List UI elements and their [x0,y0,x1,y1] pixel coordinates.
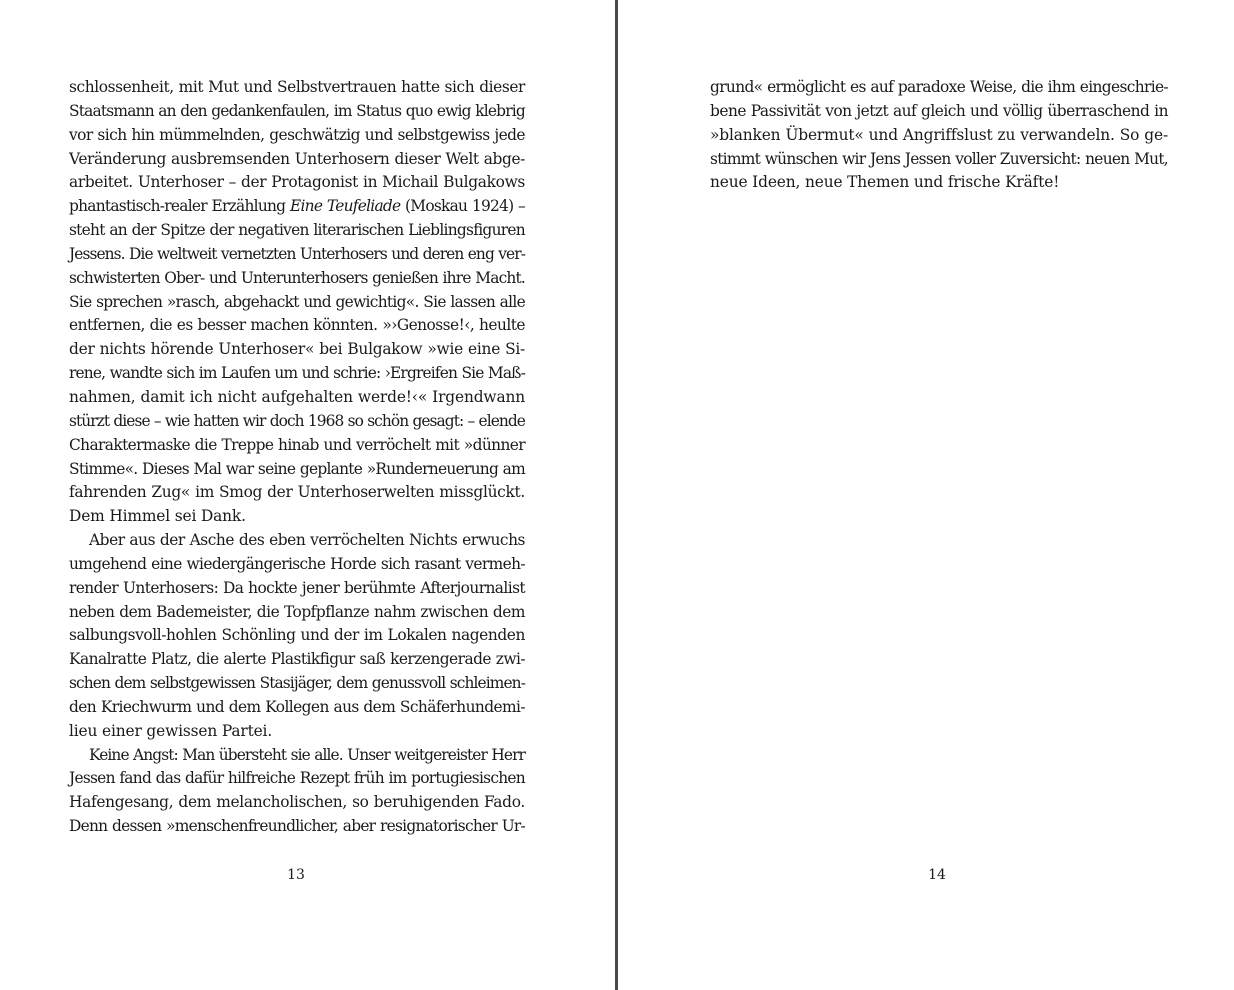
text-line: Jessen fand das dafür hilfreiche Rezept früh im portugiesischen [69,769,525,788]
text-line: den Kriechwurm und dem Kollegen aus dem Schäferhundemi- [69,697,525,716]
text-line: Veränderung ausbremsenden Unterhosern dieser Welt abge- [69,149,525,168]
text-line: render Unterhosers: Da hockte jener berühmte Afterjournalist [69,578,525,597]
text-line: Denn dessen »menschenfreundlicher, aber resignatorischer Ur- [69,817,525,836]
right-page-text [710,76,1168,195]
text-line-paragraph-start: Aber aus der Asche des eben verröchelten Nichts erwuchs [89,531,525,550]
book-title: Eine Teufeliade [289,197,401,216]
text-line: Staatsmann an den gedankenfaulen, im Status quo ewig klebrig [69,101,525,120]
text-line: stürzt diese – wie hatten wir doch 1968 so schön gesagt: – elende [69,411,525,430]
text-line: stimmt wünschen wir Jens Jessen voller Zuversicht: neuen Mut, [710,149,1168,168]
text-line: Hafengesang, dem melancholischen, so beruhigenden Fado. [69,793,525,812]
text-line: schen dem selbstgewissen Stasijäger, dem genussvoll schleimen- [69,674,525,693]
text-line: vor sich hin mümmelnden, geschwätzig und selbstgewiss jede [69,125,525,144]
text-line: Stimme«. Dieses Mal war seine geplante »Runderneuerung am [69,459,525,478]
page-number: 14 [928,867,946,883]
text-line: schlossenheit, mit Mut und Selbstvertrauen hatte sich dieser [69,78,525,96]
text-line: fahrenden Zug« im Smog der Unterhoserwelten missglückt. [69,483,525,502]
text-line-with-title [69,195,525,219]
text-line: neben dem Bademeister, die Topfpflanze nahm zwischen dem [69,602,525,621]
text-line: bene Passivität von jetzt auf gleich und völlig überraschend in [710,101,1168,120]
text-line: nahmen, damit ich nicht aufgehalten werde!‹« Irgendwann [69,387,525,406]
text-line: Kanalratte Platz, die alerte Plastikfigur saß kerzengerade zwi- [69,650,525,669]
text-line: Sie sprechen »rasch, abgehackt und gewichtig«. Sie lassen alle [69,292,525,311]
text-line: rene, wandte sich im Laufen um und schrie: ›Ergreifen Sie Maß- [69,364,525,383]
text-line: salbungsvoll-hohlen Schönling und der im Lokalen nagenden [69,626,525,645]
text-segment: phantastisch-realer Erzählung [69,197,290,216]
text-line: Charaktermaske die Treppe hinab und verröchelt mit »dünner [69,435,525,454]
text-line: umgehend eine wiedergängerische Horde sich rasant vermeh- [69,554,525,573]
page-number: 13 [287,867,305,883]
text-line-paragraph-start: Keine Angst: Man übersteht sie alle. Unser weitgereister Herr [89,745,525,764]
text-line: grund« ermöglicht es auf paradoxe Weise, die ihm eingeschrie- [710,78,1168,96]
right-page [619,0,1234,990]
text-line: entfernen, die es besser machen könnten. »›Genosse!‹, heulte [69,316,525,335]
text-line: arbeitet. Unterhoser – der Protagonist in Michail Bulgakows [69,173,525,192]
text-line-paragraph-end: Dem Himmel sei Dank. [69,507,246,526]
left-page [0,0,615,990]
text-segment: (Moskau 1924) – [400,197,526,216]
text-line: schwisterten Ober- und Unterunterhosers genießen ihre Macht. [69,268,525,287]
book-spine-divider [615,0,618,990]
text-line-paragraph-end: neue Ideen, neue Themen und frische Kräfte! [710,173,1060,192]
left-page-text [69,76,525,839]
text-line: steht an der Spitze der negativen literarischen Lieblingsfiguren [69,221,525,240]
text-line: Jessens. Die weltweit vernetzten Unterhosers und deren eng ver- [69,244,525,263]
text-line: der nichts hörende Unterhoser« bei Bulgakow »wie eine Si- [69,340,525,359]
text-line-paragraph-end: lieu einer gewissen Partei. [69,721,273,740]
text-line: »blanken Übermut« und Angriffslust zu verwandeln. So ge- [710,125,1168,144]
